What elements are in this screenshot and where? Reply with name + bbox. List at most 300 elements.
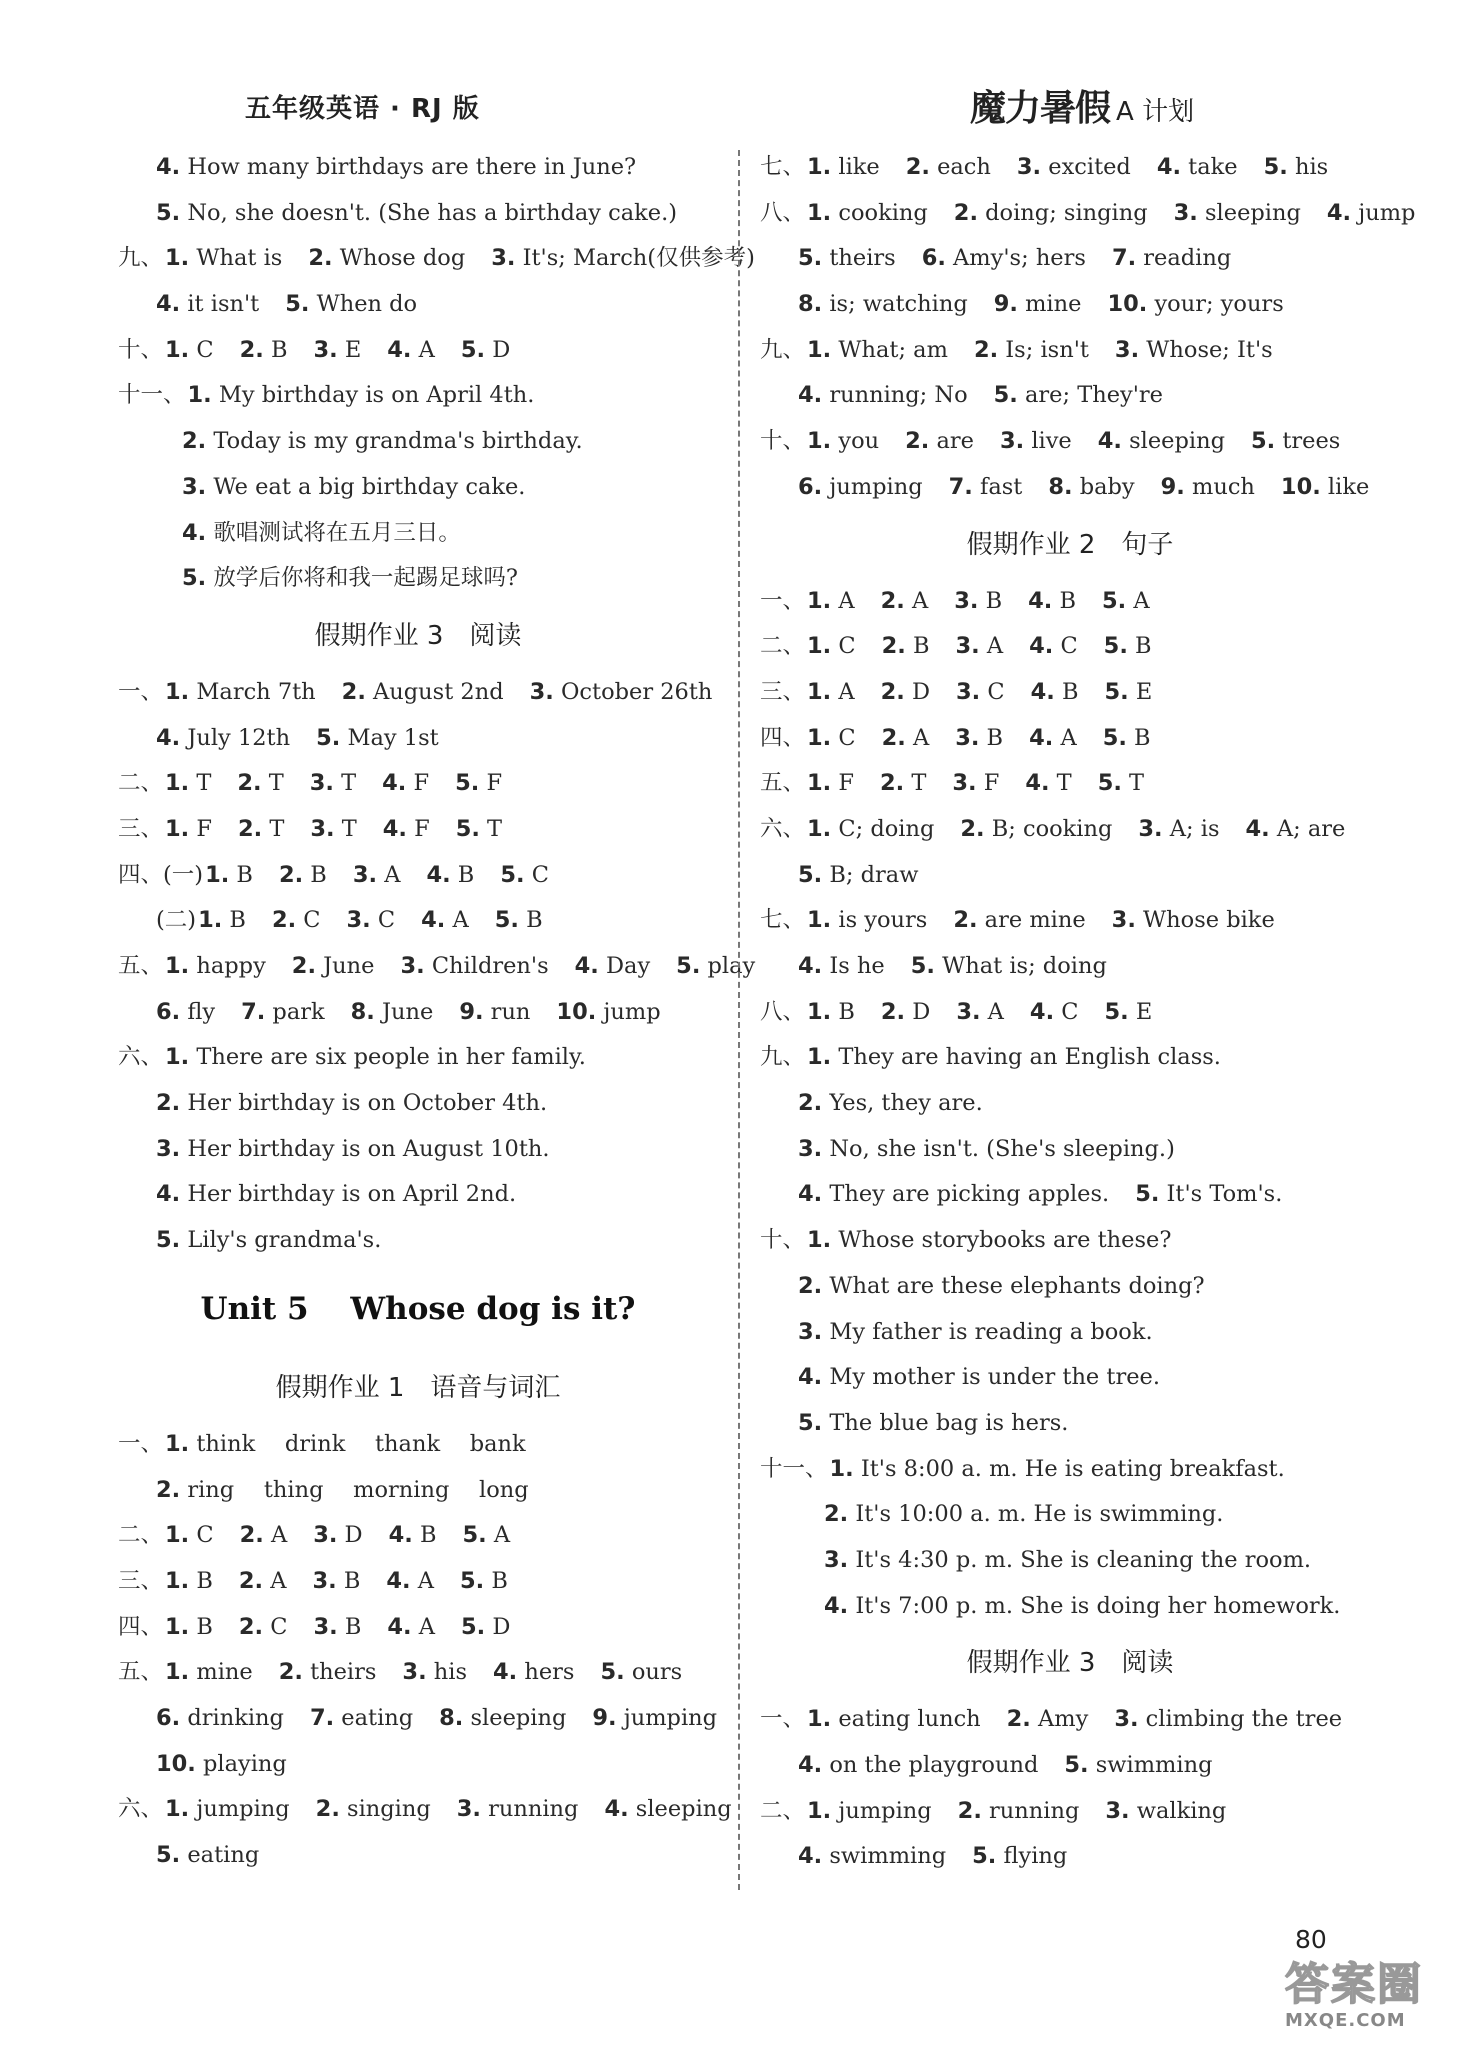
answer-text: No, she isn't. (She's sleeping.) — [822, 1135, 1175, 1162]
answer-line — [760, 579, 1380, 625]
answer-number: 3. — [310, 815, 335, 842]
answer-number: 10. — [556, 998, 597, 1025]
answer-item — [807, 770, 854, 796]
answer-number: 7. — [309, 1704, 335, 1731]
answer-number: 4. — [798, 1752, 823, 1778]
answer-line — [760, 1127, 1380, 1173]
answer-item — [165, 1568, 213, 1594]
header-brand-logo — [970, 80, 1194, 131]
watermark-text: 答案圈 — [1285, 1959, 1423, 2010]
answer-item — [604, 1796, 731, 1822]
answer-item — [1029, 725, 1077, 751]
answer-number: 3. — [156, 1135, 181, 1162]
answer-text: Whose storybooks are these? — [831, 1227, 1172, 1254]
answer-number: 4. — [1029, 998, 1055, 1025]
answer-number: 2. — [880, 587, 905, 614]
answer-text: A — [905, 724, 930, 751]
answer-text: jump — [596, 998, 661, 1025]
answer-line — [118, 1127, 718, 1173]
answer-number: 5. — [460, 336, 486, 363]
answer-item — [310, 770, 356, 796]
answer-line — [118, 236, 755, 282]
answer-number: 4. — [421, 907, 446, 934]
answer-item — [994, 382, 1163, 408]
answer-item — [807, 428, 879, 454]
answer-item — [1251, 428, 1340, 454]
question-group-label: 六、 — [118, 1796, 164, 1823]
answer-text: No, she doesn't. (She has a birthday cake.) — [180, 199, 678, 226]
answer-item — [165, 953, 266, 979]
answer-line — [118, 419, 718, 465]
answer-item — [313, 1522, 362, 1548]
answer-item — [1174, 200, 1301, 226]
answer-text: We eat a big birthday cake. — [206, 473, 526, 500]
answer-line — [118, 1513, 718, 1559]
answer-item — [165, 245, 282, 271]
answer-line — [118, 1081, 718, 1127]
question-group-label: 十、 — [760, 1227, 806, 1254]
answer-number: 5. — [500, 861, 525, 888]
question-group-label: 二、 — [118, 770, 164, 797]
answer-text: singing — [339, 1796, 431, 1823]
answer-item — [1098, 770, 1144, 796]
answer-text: June — [316, 953, 375, 979]
section-title: 假期作业 1 语音与词汇 — [275, 1372, 561, 1403]
question-group-label: 二、 — [760, 1797, 806, 1824]
answer-number: 4. — [798, 1364, 823, 1391]
answer-text: swimming — [822, 1843, 947, 1870]
question-group-label: 四、 — [760, 724, 806, 751]
answer-number: 2. — [953, 199, 978, 226]
answer-item — [807, 1798, 932, 1824]
answer-line — [118, 1218, 718, 1264]
answer-text: C — [980, 678, 1005, 705]
answer-number: 2. — [237, 770, 262, 797]
answer-number: 4. — [798, 1181, 823, 1208]
answer-text: B — [229, 861, 253, 888]
answer-item — [165, 1522, 214, 1548]
answer-item — [906, 154, 991, 180]
answer-item — [881, 999, 930, 1025]
answer-line — [760, 236, 1380, 282]
answer-number: 4. — [387, 1613, 412, 1640]
answer-number: 4. — [382, 770, 407, 797]
answer-line — [760, 328, 1380, 374]
answer-item — [955, 725, 1003, 751]
answer-text: fast — [972, 473, 1023, 500]
question-group-label: 二、 — [118, 1522, 164, 1549]
answer-item — [807, 337, 948, 363]
answer-number: 2. — [973, 336, 999, 363]
answer-item — [1115, 337, 1273, 363]
answer-item — [798, 1136, 1175, 1162]
answer-item — [165, 679, 316, 705]
answer-number: 4. — [182, 519, 207, 546]
answer-number: 4. — [604, 1796, 629, 1823]
brand-name: 魔力暑假 — [970, 88, 1111, 129]
answer-text: A — [904, 587, 929, 614]
answer-line — [118, 807, 718, 853]
answer-item — [156, 1181, 516, 1207]
answer-text: mine — [1017, 291, 1082, 318]
answer-item — [198, 907, 246, 933]
answer-number: 1. — [165, 815, 190, 842]
answer-item — [347, 907, 396, 933]
answer-number: 1. — [205, 861, 230, 888]
answer-text: C — [189, 1522, 214, 1549]
answer-number: 5. — [156, 1227, 181, 1254]
answer-line — [760, 1081, 1380, 1127]
answer-text: C — [831, 724, 856, 751]
answer-text: your; yours — [1147, 291, 1284, 318]
question-group-label: 七、 — [760, 907, 806, 934]
answer-text: A — [1053, 724, 1077, 751]
answer-text: A — [377, 861, 401, 888]
answer-text: B — [303, 861, 327, 888]
answer-text: Children's — [424, 953, 549, 979]
question-group-label: 五、 — [118, 1659, 164, 1686]
question-group-label: 四、 — [118, 1613, 164, 1640]
answer-line — [760, 1789, 1380, 1835]
answer-text: Today is my grandma's birthday. — [206, 428, 583, 455]
answer-number: 1. — [165, 1044, 190, 1071]
answer-item — [1048, 474, 1134, 500]
answer-text: his — [426, 1659, 468, 1686]
answer-item — [1264, 154, 1329, 180]
answer-text: It's 8:00 a. m. He is eating breakfast. — [853, 1455, 1285, 1482]
answer-number: 4. — [156, 1181, 181, 1208]
answer-number: 4. — [493, 1659, 518, 1686]
answer-text: B — [979, 724, 1004, 751]
answer-item — [389, 1522, 437, 1548]
answer-number: 2. — [960, 815, 985, 842]
answer-text: Is; isn't — [998, 336, 1089, 363]
answer-item — [500, 862, 549, 888]
answer-text: B — [336, 1567, 361, 1594]
answer-text: running — [480, 1796, 579, 1823]
answer-number: 5. — [1135, 1181, 1160, 1208]
answer-text: like — [831, 154, 880, 180]
answer-item — [165, 770, 211, 796]
answer-item — [798, 1090, 983, 1116]
answer-item — [882, 725, 930, 751]
answer-number: 4. — [824, 1592, 849, 1619]
answer-line — [118, 1468, 718, 1514]
answer-line — [118, 1833, 718, 1879]
answer-text: Her birthday is on October 4th. — [180, 1090, 548, 1117]
answer-number: 5. — [1102, 724, 1127, 751]
answer-number: 2. — [1006, 1706, 1031, 1733]
answer-item — [798, 1752, 1038, 1778]
answer-number: 3. — [952, 770, 977, 797]
answer-number: 9. — [993, 291, 1018, 318]
answer-number: 6. — [921, 245, 946, 272]
answer-text: T — [904, 770, 927, 797]
answer-text: climbing the tree — [1138, 1706, 1343, 1733]
answer-item — [881, 588, 929, 614]
page-number: 80 — [1295, 1925, 1327, 1954]
answer-item — [955, 633, 1003, 659]
answer-item — [342, 679, 504, 705]
answer-text: C — [831, 633, 856, 660]
answer-line — [118, 556, 718, 602]
answer-item — [1107, 291, 1283, 317]
answer-number: 1. — [807, 1706, 832, 1733]
answer-text: ring thing morning long — [180, 1476, 529, 1503]
question-group-label: 六、 — [760, 815, 806, 842]
answer-number: 5. — [1104, 678, 1129, 705]
answer-item — [798, 1843, 946, 1869]
answer-text: each — [929, 154, 991, 180]
answer-item — [439, 1705, 566, 1731]
answer-text: D — [905, 998, 931, 1025]
answer-item — [156, 725, 290, 751]
answer-text: take — [1181, 154, 1238, 180]
answer-number: 7. — [241, 998, 266, 1025]
answer-line — [760, 898, 1380, 944]
question-group-label: 六、 — [118, 1044, 164, 1071]
answer-text: The blue bag is hers. — [822, 1409, 1069, 1436]
answer-item — [956, 999, 1004, 1025]
answer-line — [760, 145, 1380, 191]
question-group-label: 五、 — [760, 770, 806, 797]
answer-number: 7. — [1111, 245, 1137, 272]
answer-number: 5. — [455, 815, 480, 842]
answer-number: 5. — [910, 953, 935, 979]
answer-number: 4. — [156, 291, 181, 318]
answer-item — [156, 1227, 381, 1253]
answer-text: F — [479, 770, 503, 797]
section-title: 假期作业 3 阅读 — [314, 620, 522, 651]
answer-item — [156, 1705, 284, 1731]
answer-text: is yours — [831, 907, 928, 934]
answer-item — [165, 1796, 290, 1822]
question-group-label: 一、 — [118, 1430, 164, 1457]
answer-number: 4. — [1156, 154, 1182, 180]
answer-text: F — [406, 770, 430, 797]
answer-text: happy — [189, 953, 266, 979]
answer-text: C — [263, 1613, 288, 1640]
answer-text: F — [189, 815, 212, 842]
question-group-label: 八、 — [760, 199, 806, 226]
answer-text: A — [979, 633, 1004, 660]
answer-number: 3. — [456, 1796, 481, 1823]
answer-number: 2. — [237, 815, 263, 842]
answer-item — [1135, 1181, 1282, 1207]
answer-number: 2. — [879, 770, 905, 797]
answer-line — [760, 1697, 1380, 1743]
answer-number: 3. — [352, 861, 378, 888]
answer-number: 1. — [165, 1567, 190, 1594]
answer-item — [1017, 154, 1131, 180]
answer-item — [1138, 816, 1219, 842]
answer-item — [156, 154, 636, 180]
answer-item — [386, 1568, 434, 1594]
answer-text: A — [445, 907, 469, 934]
answer-number: 4. — [426, 861, 451, 888]
answer-text: C — [370, 907, 396, 934]
answer-text: 歌唱测试将在五月三日。 — [206, 519, 461, 546]
answer-line — [760, 944, 1380, 990]
answer-text: T — [333, 770, 357, 797]
answer-text: jumping — [822, 473, 923, 500]
answer-number: 1. — [165, 1613, 190, 1640]
answer-line — [760, 1172, 1380, 1218]
answer-number: 4. — [382, 815, 407, 842]
answer-number: 9. — [459, 998, 484, 1025]
answer-number: 1. — [807, 907, 832, 934]
answer-text: fly — [180, 998, 216, 1025]
answer-number: 4. — [1245, 815, 1270, 842]
question-group-label: 三、 — [118, 815, 164, 842]
answer-item — [922, 245, 1086, 271]
answer-line — [118, 373, 718, 419]
answer-text: My birthday is on April 4th. — [211, 382, 535, 409]
answer-number: 5. — [972, 1843, 997, 1870]
answer-line — [760, 1355, 1380, 1401]
answer-item — [456, 816, 502, 842]
answer-text: C — [1053, 633, 1078, 660]
answer-item — [1105, 679, 1153, 705]
answer-number: 2. — [881, 724, 906, 751]
answer-text: A — [486, 1522, 511, 1549]
answer-text: B — [412, 1522, 437, 1549]
answer-item — [1104, 633, 1152, 659]
answer-item — [240, 337, 288, 363]
answer-item — [1112, 907, 1275, 933]
answer-number: 4. — [1029, 724, 1054, 751]
answer-number: 3. — [1114, 1706, 1139, 1733]
answer-text: A — [831, 587, 855, 614]
answer-item — [1025, 770, 1071, 796]
answer-item — [798, 382, 968, 408]
answer-item — [313, 1614, 361, 1640]
answer-item — [457, 1796, 579, 1822]
answer-item — [1114, 1706, 1342, 1732]
answer-item — [807, 1706, 981, 1732]
answer-text: What is — [189, 245, 283, 272]
answer-number: 2. — [880, 678, 905, 705]
answer-number: 1. — [807, 1044, 832, 1071]
answer-item — [905, 428, 974, 454]
answer-item — [956, 679, 1005, 705]
answer-number: 1. — [165, 1430, 190, 1457]
answer-number: 1. — [165, 1522, 190, 1549]
answer-text: is; watching — [822, 291, 968, 318]
answer-item — [1029, 633, 1078, 659]
answer-number: 8. — [798, 291, 823, 318]
answer-item — [830, 1456, 1285, 1482]
answer-number: 4. — [386, 1567, 411, 1594]
answer-text: June — [374, 998, 434, 1025]
answer-number: 4. — [388, 1522, 413, 1549]
answer-text: It's 4:30 p. m. She is cleaning the room. — [848, 1546, 1312, 1573]
answer-item — [798, 953, 885, 979]
answer-number: 3. — [400, 953, 425, 979]
answer-item — [237, 770, 283, 796]
answer-number: 1. — [165, 770, 190, 797]
answer-text: When do — [309, 291, 418, 318]
answer-number: 3. — [798, 1135, 823, 1162]
answer-text: theirs — [302, 1659, 377, 1686]
answer-number: 3. — [312, 1567, 337, 1594]
answer-number: 2. — [278, 861, 304, 888]
answer-text: ours — [624, 1659, 683, 1686]
answer-item — [400, 953, 548, 979]
answer-number: 5. — [1103, 633, 1128, 660]
question-group-label: 九、 — [118, 245, 164, 272]
answer-text: A — [263, 1567, 287, 1594]
answer-line — [760, 1584, 1380, 1630]
answer-line — [760, 990, 1380, 1036]
answer-number: 10. — [1107, 291, 1148, 318]
answer-number: 4. — [1097, 428, 1122, 455]
answer-number: 3. — [309, 770, 334, 797]
answer-text: Day — [598, 953, 651, 979]
answer-text: jumping — [616, 1704, 718, 1731]
answer-number: 1. — [807, 998, 832, 1025]
answer-line — [760, 853, 1380, 899]
answer-text: mine — [189, 1659, 253, 1686]
answer-number: 2. — [238, 1613, 264, 1640]
answer-item — [798, 1319, 1153, 1345]
answer-item — [461, 337, 510, 363]
answer-item — [807, 1227, 1171, 1253]
answer-text: D — [904, 678, 931, 705]
answer-number: 8. — [350, 998, 375, 1025]
answer-text: E — [1128, 678, 1153, 705]
answer-item — [953, 907, 1085, 933]
answer-number: 5. — [462, 1522, 487, 1549]
answer-item — [798, 1273, 1205, 1299]
answer-text: flying — [996, 1843, 1068, 1870]
brand-plan: A 计划 — [1116, 97, 1195, 127]
answer-text: A — [263, 1522, 288, 1549]
answer-number: 10. — [156, 1750, 196, 1777]
answer-number: 5. — [455, 770, 480, 797]
answer-text: Whose bike — [1135, 907, 1275, 934]
answer-text: It's 7:00 p. m. She is doing her homework. — [848, 1592, 1341, 1619]
answer-item — [798, 291, 968, 317]
answer-number: 1. — [187, 382, 212, 409]
answer-text: Whose dog — [332, 245, 466, 272]
answer-item — [459, 999, 530, 1025]
answer-line — [760, 761, 1380, 807]
answer-item — [807, 200, 928, 226]
answer-number: 3. — [824, 1546, 849, 1573]
answer-text: T — [479, 815, 503, 842]
answer-item — [798, 1181, 1109, 1207]
header-book-title: 五年级英语 · RJ 版 — [245, 94, 480, 124]
answer-number: 4. — [1028, 587, 1053, 614]
answer-text: park — [265, 998, 325, 1025]
answer-text: drinking — [180, 1704, 284, 1731]
answer-item — [182, 428, 583, 454]
answer-number: 1. — [165, 953, 190, 979]
answer-line — [760, 1492, 1380, 1538]
answer-number: 1. — [807, 587, 832, 614]
answer-item — [1064, 1752, 1212, 1778]
answer-line — [118, 898, 718, 944]
answer-text: live — [1024, 428, 1072, 455]
answer-item — [882, 633, 930, 659]
answer-item — [182, 520, 461, 546]
answer-text: How many birthdays are there in June? — [180, 154, 637, 180]
answer-text: 放学后你将和我一起踢足球吗? — [206, 565, 518, 592]
answer-text: B — [222, 907, 246, 934]
answer-item — [600, 1659, 682, 1685]
answer-item — [426, 862, 474, 888]
